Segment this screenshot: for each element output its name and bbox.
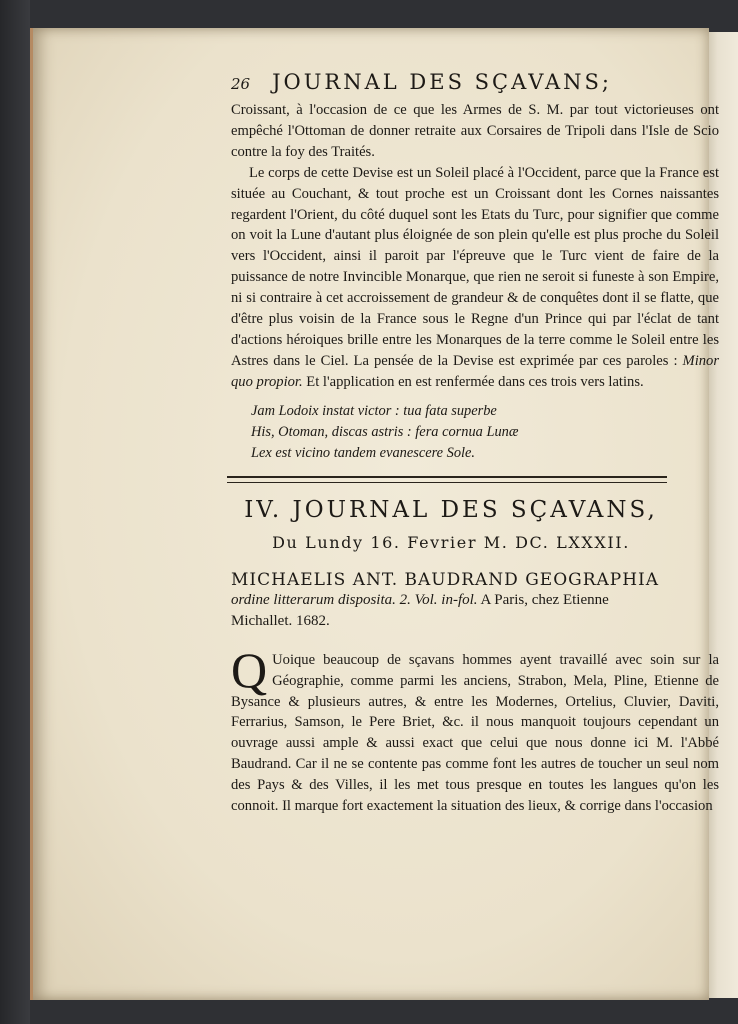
latin-verses — [251, 401, 719, 464]
article-text: Uoique beaucoup de sçavans hommes ayent travaillé avec soin sur la Géographie, comme parmi les anciens, Strabon, Mela, Pline, Etienne de Bysance & plusieurs autres, & entre les Modernes, Ortelius, Cluvier, Daviti, Ferrarius, Samson, le Pere Briet, &c. il nous manquoit toujours cependant un ouvrage aussi ample & aussi exact que celui que nous donne ici M. l'Abbé Baudrand. Car il ne se contente pas comme font les autres de toucher un seul nom des Pays & des Villes, il les met tous presque en toutes les langues qu'on les connoit. Il marque fort exactement la situation des lieux, & corrige dans l'occasion — [231, 651, 719, 815]
article-body — [231, 641, 719, 817]
verse-line: Lex est vicino tandem evanescere Sole. — [251, 444, 476, 461]
drop-cap: Q — [231, 641, 268, 698]
book-imprint: A Paris, chez Etienne — [480, 591, 609, 608]
page — [30, 28, 720, 1000]
paragraph-1: Croissant, à l'occasion de ce que les Armes de S. M. par tout victorieuses ont empêché l'Ottoman de donner retraite aux Corsaires de Tripoli dans l'Isle de Scio contre la foy des Traités. — [231, 102, 719, 160]
section-divider — [227, 476, 667, 483]
issue-title: IV. JOURNAL DES SÇAVANS, — [244, 496, 658, 523]
paragraph-2-end: Et l'application en est renfermée dans ces trois vers latins. — [306, 373, 644, 390]
journal-title: JOURNAL DES SÇAVANS; — [272, 70, 612, 94]
book-title: MICHAELIS ANT. BAUDRAND GEOGRAPHIA — [231, 569, 660, 590]
page-number: 26 — [231, 75, 251, 93]
issue-date: Du Lundy 16. Fevrier M. DC. LXXXII. — [272, 532, 630, 552]
book-imprint-line2: Michallet. 1682. — [231, 612, 330, 629]
page-content — [231, 70, 719, 817]
book-subtitle — [231, 590, 719, 611]
verse-line: His, Otoman, discas astris : fera cornua Lunæ — [251, 423, 519, 440]
verse-line: Jam Lodoix instat victor : tua fata superbe — [251, 402, 497, 419]
book-subtitle-italic: ordine litterarum disposita. 2. Vol. in-fol. — [231, 591, 478, 608]
running-head — [231, 70, 719, 100]
paragraph-2-text: Le corps de cette Devise est un Soleil placé à l'Occident, parce que la France est située au Couchant, & tout proche est un Croissant dont les Cornes naissantes regardent l'Orient, du côté duquel sont les Etats du Turc, pour signifier que comme on voit la Lune d'autant plus éloignée de son plein qu'elle est plus proche du Soleil vers l'Occident, ainsi il paroit par l'épreuve que le Turc vient de faire de la puissance de notre Invincible Monarque, que rien ne seroit si funeste à son Empire, ni si contraire à cet accroissement de grandeur & de conquêtes dont il se flatte, que d'être plus voisin de la France sous le Regne d'un Prince qui par l'éclat de tant d'actions héroiques brille entre les Monarques de la terre comme le Soleil entre les Astres dans le Ciel. La pensée de la Devise est exprimée par ces paroles : — [231, 164, 719, 369]
book-spine — [0, 0, 30, 1024]
paragraph-2 — [231, 163, 719, 393]
motto: Minor quo propior. — [231, 352, 720, 390]
